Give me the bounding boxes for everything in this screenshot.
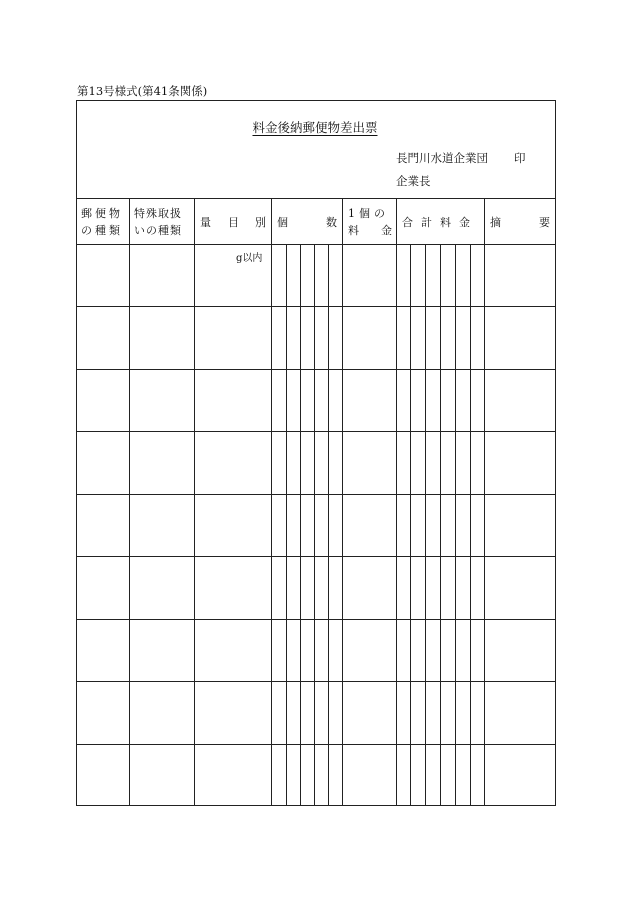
header-count: 数 [326, 216, 337, 229]
seal-mark: 印 [514, 151, 526, 165]
form-label: 第13号様式(第41条関係) [77, 84, 208, 98]
header-count: 個 [277, 216, 288, 229]
digit-line [314, 244, 315, 806]
digit-line [410, 244, 411, 806]
digit-line [425, 244, 426, 806]
digit-line [328, 244, 329, 806]
weight-unit-label: g以内 [236, 253, 263, 264]
header-special-handling: 特殊取扱 いの種類 [134, 207, 182, 237]
header-total: 合計料金 [402, 216, 478, 229]
header-weight: 量 [200, 216, 211, 229]
header-remarks: 要 [539, 216, 550, 229]
column-line [129, 198, 130, 806]
header-mail-kind: 郵便物 の種類 [81, 207, 123, 237]
issuer-role: 企業長 [396, 174, 431, 188]
digit-line [470, 244, 471, 806]
column-line [484, 198, 485, 806]
header-weight: 別 [255, 216, 266, 229]
header-unit-price: 1個の 料 金 [348, 207, 392, 237]
header-weight: 目 [228, 216, 239, 229]
column-line [194, 198, 195, 806]
digit-line [300, 244, 301, 806]
header-remarks: 摘 [490, 216, 501, 229]
column-line [396, 198, 397, 806]
column-line [342, 198, 343, 806]
digit-line [440, 244, 441, 806]
digit-line [455, 244, 456, 806]
issuer-name: 長門川水道企業団 [396, 151, 488, 165]
form-title: 料金後納郵便物差出票 [252, 120, 378, 135]
column-line [271, 198, 272, 806]
digit-line [286, 244, 287, 806]
